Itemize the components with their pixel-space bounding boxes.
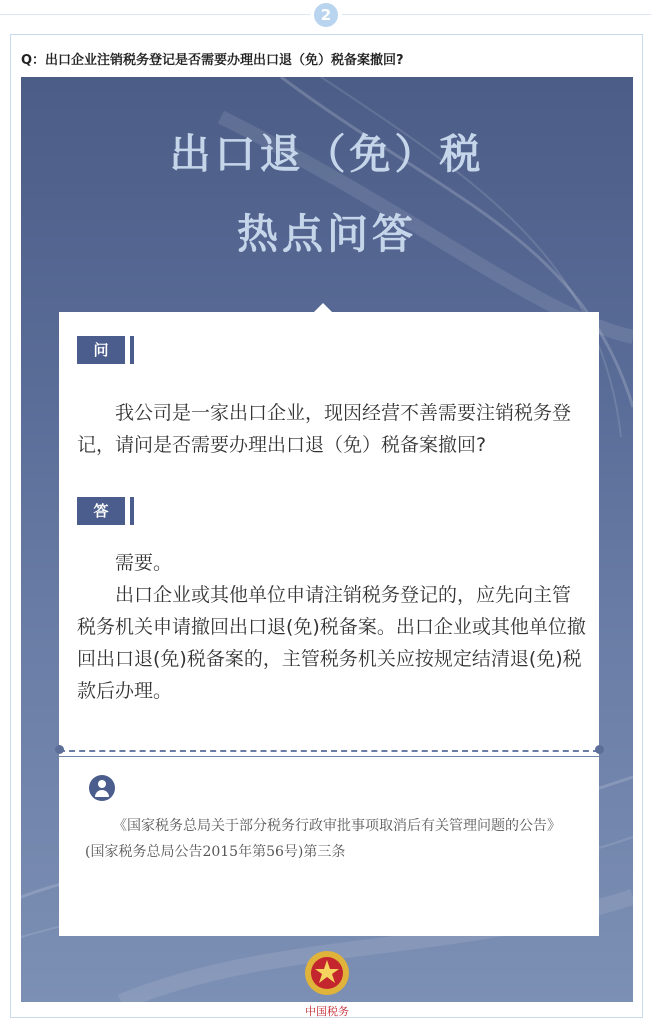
answer-paragraph: 需要。 [115, 552, 173, 574]
poster [21, 77, 633, 1018]
poster-title: 出口退（免）税 [169, 130, 485, 178]
question-header: Q：出口企业注销税务登记是否需要办理出口退（免）税备案撤回? [21, 53, 404, 68]
divider-dot-left [55, 745, 64, 754]
answer-tag: 答 [77, 497, 125, 525]
answer-text [77, 547, 587, 707]
content-frame [10, 34, 643, 1018]
divider-dot-right [595, 745, 604, 754]
user-icon [89, 775, 115, 801]
question-tag: 问 [77, 336, 125, 364]
tax-emblem-icon [303, 949, 351, 997]
dashed-divider [59, 750, 599, 752]
answer-paragraph: 出口企业或其他单位申请注销税务登记的，应先向主管税务机关申请撤回出口退(免)税备案。出口企业或其他单位撤回出口退(免)税备案的，主管税务机关应按规定结清退(免)税款后办理。 [77, 584, 586, 702]
step-number-badge: 2 [314, 3, 338, 27]
poster-subtitle: 热点问答 [237, 210, 417, 258]
question-text: 我公司是一家出口企业，现因经营不善需要注销税务登记，请问是否需要办理出口退（免）税备案撤回? [77, 402, 572, 456]
emblem-label: 中国税务 [305, 1005, 349, 1018]
qa-card [59, 312, 599, 756]
reference-card [59, 757, 599, 936]
reference-text: 《国家税务总局关于部分税务行政审批事项取消后有关管理问题的公告》(国家税务总局公告2015年第56号)第三条 [85, 818, 561, 860]
